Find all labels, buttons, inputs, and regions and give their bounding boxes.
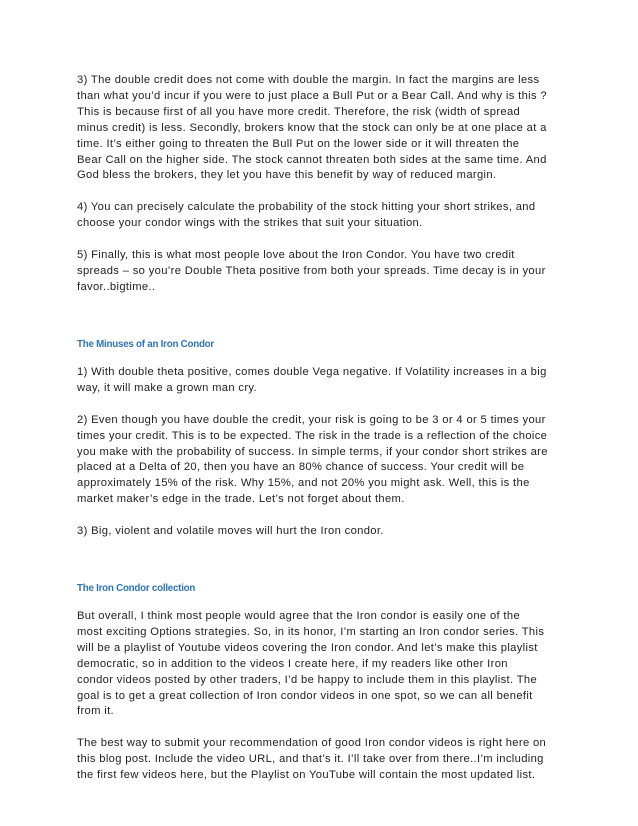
text-line: spreads – so you’re Double Theta positive from both your spreads. Time decay is in your [77,265,546,278]
text-line: than what you’d incur if you were to just place a Bull Put or a Bear Call. And why is this ? [77,89,547,102]
text-line: choose your condor wings with the strikes that suit your situation. [77,217,423,230]
text-line: the first few videos here, but the Playlist on YouTube will contain the most updated list. [77,769,536,782]
document-page [77,73,567,784]
text-line: The best way to submit your recommendation of good Iron condor videos is right here on [77,737,547,750]
text-line: will be a playlist of Youtube videos covering the Iron condor. And let’s make this playlist [77,641,538,654]
section-heading-collection: The Iron Condor collection [77,583,196,595]
text-line: democratic, so in addition to the videos I create here, if my readers like other Iron [77,657,508,670]
text-line: 4) You can precisely calculate the probability of the stock hitting your short strikes, and [77,201,536,214]
paragraph-playlist-intro [77,609,567,720]
text-line: favor..bigtime.. [77,280,156,293]
text-line: 2) Even though you have double the credit, your risk is going to be 3 or 4 or 5 times your [77,413,546,426]
text-line: you make with the probability of success. In simple terms, if your condor short strikes are [77,445,548,458]
text-line: this blog post. Include the video URL, and that’s it. I’ll take over from there..I’m including [77,753,544,766]
text-line: minus credit) is less. Secondly, brokers know that the stock can only be at one place at a [77,121,547,134]
text-line: But overall, I think most people would agree that the Iron condor is easily one of the [77,610,521,623]
text-line: way, it will make a grown man cry. [77,381,257,394]
text-line: approximately 15% of the risk. Why 15%, and not 20% you might ask. Well, this is the [77,477,530,490]
paragraph-double-theta [77,248,567,296]
text-line: most exciting Options strategies. So, in its honor, I’m starting an Iron condor series. This [77,625,545,638]
text-line: 3) Big, violent and volatile moves will hurt the Iron condor. [77,525,384,538]
text-line: placed at a Delta of 20, then you have an 80% chance of success. Your credit will be [77,461,525,474]
paragraph-violent-moves [77,524,567,540]
text-line: condor videos posted by other traders, I’d be happy to include them in this playlist. The [77,673,538,686]
paragraph-margin-benefit [77,73,567,184]
section-heading-minuses: The Minuses of an Iron Condor [77,338,214,350]
text-line: This is because first of all you have more credit. Therefore, the risk (width of spread [77,105,521,118]
text-line: Bear Call on the higher side. The stock cannot threaten both sides at the same time. And [77,153,547,166]
text-line: 5) Finally, this is what most people love about the Iron Condor. You have two credit [77,249,515,262]
paragraph-risk-multiple [77,413,567,508]
paragraph-submit-recommendation [77,736,567,784]
text-line: 1) With double theta positive, comes double Vega negative. If Volatility increases in a big [77,365,547,378]
paragraph-probability [77,200,567,232]
text-line: from it. [77,705,114,718]
text-line: 3) The double credit does not come with double the margin. In fact the margins are less [77,74,540,86]
text-line: time. It’s either going to threaten the Bull Put on the lower side or it will threaten the [77,137,520,150]
text-line: times your credit. This is to be expected. The risk in the trade is a reflection of the choice [77,429,548,442]
paragraph-vega-negative [77,365,567,397]
text-line: God bless the brokers, they let you have this benefit by way of reduced margin. [77,169,497,182]
text-line: market maker’s edge in the trade. Let’s not forget about them. [77,493,405,506]
text-line: goal is to get a great collection of Iron condor videos in one spot, so we can all benefit [77,689,533,702]
